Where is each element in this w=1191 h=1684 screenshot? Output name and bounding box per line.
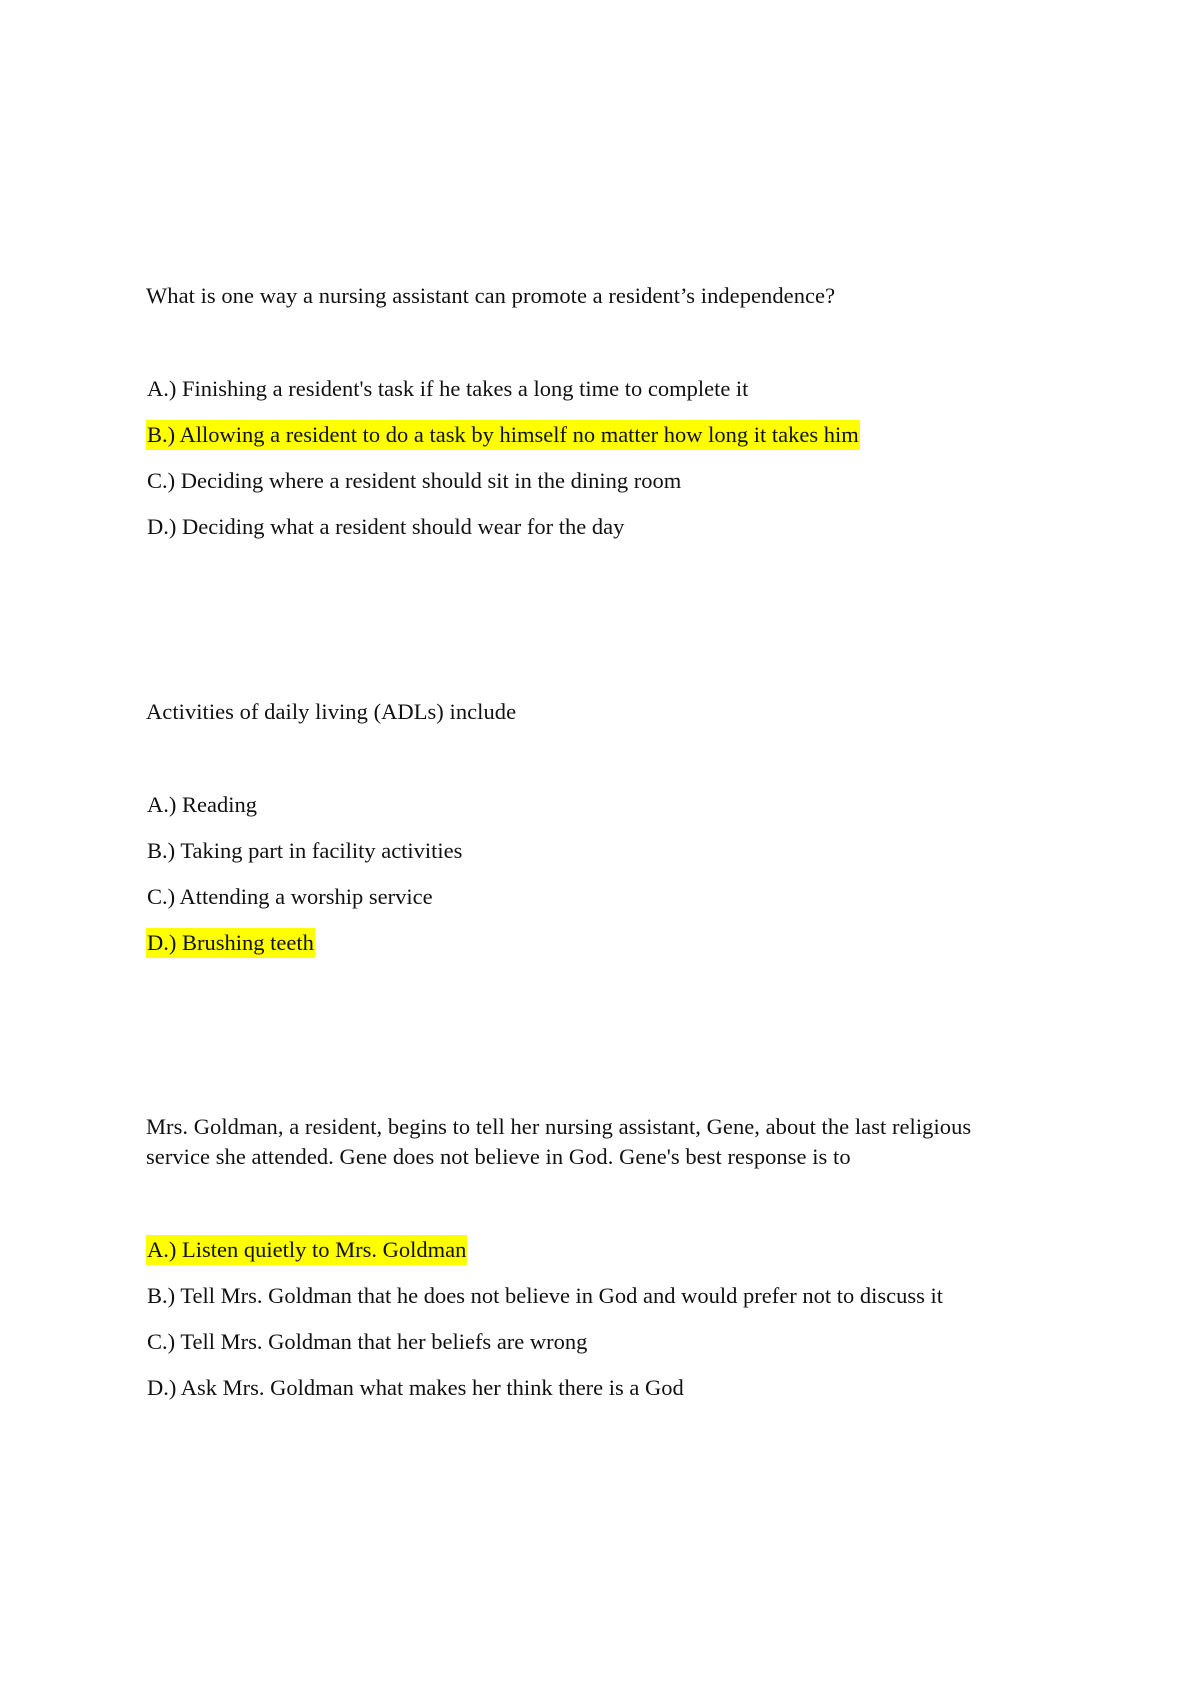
answer-option-a bbox=[146, 374, 1046, 404]
answer-option-d bbox=[146, 928, 1046, 958]
question-block-2 bbox=[146, 697, 1046, 974]
option-text: C.) Attending a worship service bbox=[147, 884, 433, 909]
option-text: A.) Reading bbox=[147, 792, 257, 817]
answer-option-c bbox=[146, 882, 1046, 912]
answer-option-b bbox=[146, 836, 1046, 866]
question-block-1 bbox=[146, 281, 1046, 558]
answer-option-d bbox=[146, 1373, 1046, 1403]
answer-option-c bbox=[146, 1327, 1046, 1357]
question-prompt: What is one way a nursing assistant can promote a resident’s independence? bbox=[146, 283, 836, 308]
answer-option-a bbox=[146, 1235, 1046, 1265]
answer-option-a bbox=[146, 790, 1046, 820]
answer-option-b bbox=[146, 1281, 1046, 1311]
answer-options bbox=[146, 374, 1046, 542]
option-text-highlighted: A.) Listen quietly to Mrs. Goldman bbox=[146, 1235, 467, 1265]
answer-option-c bbox=[146, 466, 1046, 496]
option-text: D.) Ask Mrs. Goldman what makes her think there is a God bbox=[147, 1375, 684, 1400]
option-text: C.) Tell Mrs. Goldman that her beliefs are wrong bbox=[147, 1329, 588, 1354]
question-block-3 bbox=[146, 1112, 1046, 1419]
option-text: B.) Tell Mrs. Goldman that he does not believe in God and would prefer not to discuss it bbox=[147, 1283, 944, 1308]
question-prompt-line-1: Mrs. Goldman, a resident, begins to tell her nursing assistant, Gene, about the last religious bbox=[146, 1114, 972, 1139]
answer-options bbox=[146, 1235, 1046, 1403]
option-text-highlighted: D.) Brushing teeth bbox=[146, 928, 315, 958]
option-text-highlighted: B.) Allowing a resident to do a task by himself no matter how long it takes him bbox=[146, 420, 860, 450]
option-text: A.) Finishing a resident's task if he takes a long time to complete it bbox=[147, 376, 749, 401]
question-prompt-line-2: service she attended. Gene does not believe in God. Gene's best response is to bbox=[146, 1144, 851, 1169]
question-prompt: Activities of daily living (ADLs) include bbox=[146, 699, 517, 724]
option-text: D.) Deciding what a resident should wear for the day bbox=[147, 514, 625, 539]
option-text: B.) Taking part in facility activities bbox=[147, 838, 463, 863]
answer-option-b bbox=[146, 420, 1046, 450]
answer-options bbox=[146, 790, 1046, 958]
answer-option-d bbox=[146, 512, 1046, 542]
option-text: C.) Deciding where a resident should sit in the dining room bbox=[147, 468, 682, 493]
